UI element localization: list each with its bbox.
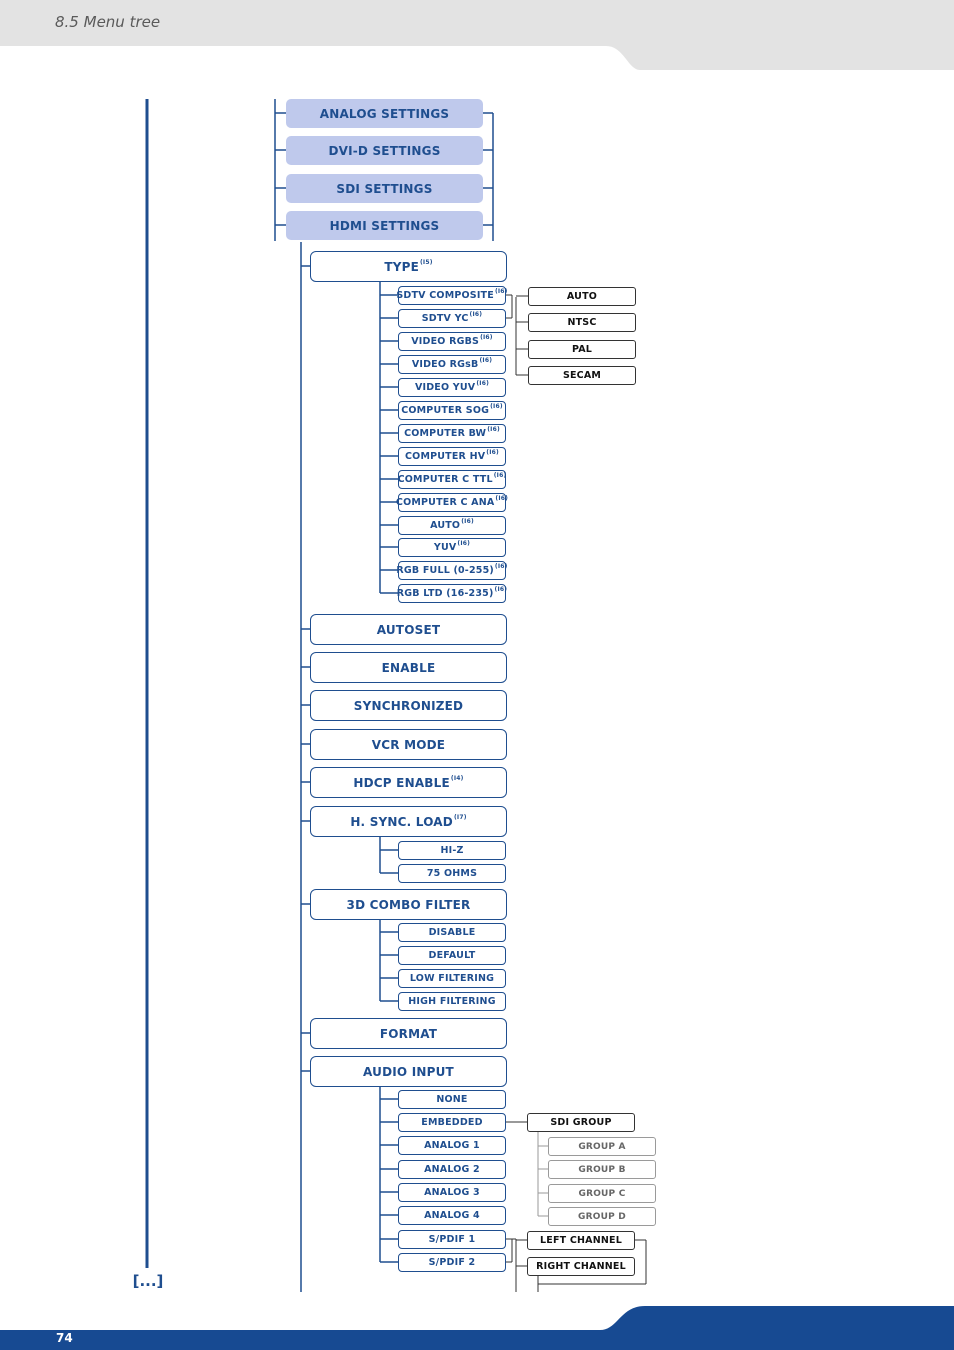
- sdi-group-c-label: GROUP C: [578, 1188, 626, 1199]
- option-analog-1-label: ANALOG 1: [424, 1140, 480, 1151]
- audio-left-channel[interactable]: [527, 1231, 635, 1250]
- option-computer-hv-footnote: (I6): [486, 449, 499, 456]
- option-low-filtering-label: LOW FILTERING: [409, 973, 495, 984]
- option-yuv[interactable]: [398, 538, 506, 557]
- option-video-rgbs[interactable]: [398, 332, 506, 351]
- option-computer-bw-footnote: (I6): [487, 426, 500, 433]
- option-s-pdif-1[interactable]: [398, 1230, 506, 1249]
- video-standard-auto[interactable]: [528, 287, 636, 306]
- hdmi-hdcp-enable-footnote: (I4): [450, 775, 464, 782]
- option-computer-c-ana-label: COMPUTER C ANA: [395, 497, 495, 508]
- option-video-rgsb-footnote: (I6): [479, 357, 493, 364]
- option-hi-z-label: HI-Z: [440, 845, 464, 856]
- option-rgb-ltd-16-235-label: RGB LTD (16-235): [396, 588, 494, 599]
- option-computer-c-ana-footnote: (I6): [495, 495, 509, 502]
- option-sdtv-yc-footnote: (I6): [469, 311, 483, 318]
- option-analog-2-label: ANALOG 2: [424, 1164, 480, 1175]
- option-rgb-full-0-255-label: RGB FULL (0-255): [396, 565, 494, 576]
- section-title: 8.5 Menu tree: [55, 13, 161, 31]
- sdi-group-a[interactable]: [548, 1137, 656, 1156]
- menu-sdi-settings[interactable]: [286, 174, 483, 203]
- hdmi-autoset[interactable]: [310, 614, 507, 645]
- option-auto-footnote: (I6): [461, 518, 474, 525]
- sdi-group-c[interactable]: [548, 1184, 656, 1203]
- hdmi-type-footnote: (I5): [419, 259, 433, 266]
- hdmi-vcr-mode-label: VCR MODE: [371, 737, 446, 752]
- option-rgb-full-0-255[interactable]: [398, 561, 506, 580]
- hdmi-enable-label: ENABLE: [381, 660, 436, 675]
- video-standard-ntsc-label: NTSC: [567, 317, 597, 328]
- hdmi-type[interactable]: [310, 251, 507, 282]
- option-video-yuv-footnote: (I6): [476, 380, 490, 387]
- option-sdtv-composite-label: SDTV COMPOSITE: [396, 290, 494, 301]
- hdmi-synchronized[interactable]: [310, 690, 507, 721]
- option-video-rgbs-label: VIDEO RGBS: [411, 336, 480, 347]
- option-low-filtering[interactable]: [398, 969, 506, 988]
- continued-marker: [...]: [132, 1272, 164, 1290]
- hdmi-hdcp-enable[interactable]: [310, 767, 507, 798]
- menu-hdmi-settings-label: HDMI SETTINGS: [329, 218, 440, 233]
- video-standard-auto-label: AUTO: [566, 291, 598, 302]
- hdmi-h-sync-load[interactable]: [310, 806, 507, 837]
- option-video-yuv-label: VIDEO YUV: [414, 382, 476, 393]
- option-sdtv-composite-footnote: (I6): [494, 288, 508, 295]
- hdmi-h-sync-load-label: H. SYNC. LOAD: [350, 814, 453, 829]
- option-computer-c-ttl-label: COMPUTER C TTL: [397, 474, 493, 485]
- hdmi-format-label: FORMAT: [379, 1026, 438, 1041]
- video-standard-secam[interactable]: [528, 366, 636, 385]
- option-analog-4[interactable]: [398, 1206, 506, 1225]
- hdmi-autoset-label: AUTOSET: [376, 622, 441, 637]
- option-none-label: NONE: [436, 1094, 468, 1105]
- audio-left-channel-label: LEFT CHANNEL: [540, 1235, 622, 1246]
- option-disable-label: DISABLE: [428, 927, 476, 938]
- sdi-group-d-label: GROUP D: [578, 1211, 626, 1222]
- option-computer-sog[interactable]: [398, 401, 506, 420]
- video-standard-ntsc[interactable]: [528, 313, 636, 332]
- option-rgb-full-0-255-footnote: (I6): [494, 563, 508, 570]
- option-hi-z[interactable]: [398, 841, 506, 860]
- audio-right-channel-label: RIGHT CHANNEL: [536, 1261, 626, 1272]
- option-analog-3[interactable]: [398, 1183, 506, 1202]
- hdmi-h-sync-load-footnote: (I7): [453, 814, 467, 821]
- video-standard-secam-label: SECAM: [562, 370, 602, 381]
- option-computer-sog-footnote: (I6): [490, 403, 503, 410]
- hdmi-synchronized-label: SYNCHRONIZED: [353, 698, 464, 713]
- option-analog-4-label: ANALOG 4: [424, 1210, 480, 1221]
- option-computer-bw[interactable]: [398, 424, 506, 443]
- video-standard-pal-label: PAL: [571, 344, 593, 355]
- option-video-rgsb[interactable]: [398, 355, 506, 374]
- option-video-yuv[interactable]: [398, 378, 506, 397]
- hdmi-format[interactable]: [310, 1018, 507, 1049]
- page-number: 74: [56, 1331, 73, 1345]
- option-yuv-label: YUV: [433, 542, 457, 553]
- hdmi-audio-input-label: AUDIO INPUT: [363, 1064, 454, 1079]
- option-75-ohms-label: 75 OHMS: [426, 868, 478, 879]
- option-computer-bw-label: COMPUTER BW: [404, 428, 487, 439]
- menu-dvi-d-settings[interactable]: [286, 136, 483, 165]
- option-disable[interactable]: [398, 923, 506, 942]
- option-analog-3-label: ANALOG 3: [424, 1187, 480, 1198]
- hdmi-3d-combo-filter[interactable]: [310, 889, 507, 920]
- option-auto[interactable]: [398, 516, 506, 535]
- option-video-rgsb-label: VIDEO RGsB: [411, 359, 479, 370]
- menu-analog-settings-label: ANALOG SETTINGS: [319, 106, 450, 121]
- hdmi-enable[interactable]: [310, 652, 507, 683]
- option-high-filtering-label: HIGH FILTERING: [408, 996, 496, 1007]
- hdmi-hdcp-enable-label: HDCP ENABLE: [353, 775, 450, 790]
- option-rgb-ltd-16-235-footnote: (I6): [494, 586, 508, 593]
- hdmi-vcr-mode[interactable]: [310, 729, 507, 760]
- option-high-filtering[interactable]: [398, 992, 506, 1011]
- option-75-ohms[interactable]: [398, 864, 506, 883]
- option-computer-sog-label: COMPUTER SOG: [401, 405, 490, 416]
- sdi-group-label: SDI GROUP: [550, 1117, 612, 1128]
- option-computer-c-ana[interactable]: [395, 493, 509, 512]
- option-embedded[interactable]: [398, 1113, 506, 1132]
- option-sdtv-yc[interactable]: [398, 309, 506, 328]
- option-analog-2[interactable]: [398, 1160, 506, 1179]
- option-sdtv-yc-label: SDTV YC: [421, 313, 469, 324]
- option-default-label: DEFAULT: [428, 950, 476, 961]
- video-standard-pal[interactable]: [528, 340, 636, 359]
- option-computer-hv[interactable]: [398, 447, 506, 466]
- audio-right-channel[interactable]: [527, 1257, 635, 1276]
- hdmi-audio-input[interactable]: [310, 1056, 507, 1087]
- option-computer-c-ttl[interactable]: [398, 470, 506, 489]
- option-embedded-label: EMBEDDED: [421, 1117, 483, 1128]
- option-video-rgbs-footnote: (I6): [480, 334, 493, 341]
- menu-sdi-settings-label: SDI SETTINGS: [336, 181, 433, 196]
- option-yuv-footnote: (I6): [457, 540, 471, 547]
- hdmi-3d-combo-filter-label: 3D COMBO FILTER: [346, 897, 471, 912]
- option-none[interactable]: [398, 1090, 506, 1109]
- sdi-group[interactable]: [527, 1113, 635, 1132]
- sdi-group-a-label: GROUP A: [578, 1141, 626, 1152]
- option-s-pdif-1-label: S/PDIF 1: [428, 1234, 476, 1245]
- hdmi-type-label: TYPE: [384, 259, 419, 274]
- menu-hdmi-settings[interactable]: [286, 211, 483, 240]
- option-computer-hv-label: COMPUTER HV: [405, 451, 486, 462]
- option-s-pdif-2-label: S/PDIF 2: [428, 1257, 476, 1268]
- sdi-group-b[interactable]: [548, 1160, 656, 1179]
- sdi-group-d[interactable]: [548, 1207, 656, 1226]
- option-analog-1[interactable]: [398, 1136, 506, 1155]
- menu-analog-settings[interactable]: [286, 99, 483, 128]
- option-default[interactable]: [398, 946, 506, 965]
- sdi-group-b-label: GROUP B: [578, 1164, 626, 1175]
- menu-dvi-d-settings-label: DVI-D SETTINGS: [328, 143, 441, 158]
- option-s-pdif-2[interactable]: [398, 1253, 506, 1272]
- option-rgb-ltd-16-235[interactable]: [398, 584, 506, 603]
- option-sdtv-composite[interactable]: [398, 286, 506, 305]
- option-auto-label: AUTO: [430, 520, 461, 531]
- option-computer-c-ttl-footnote: (I6): [493, 472, 507, 479]
